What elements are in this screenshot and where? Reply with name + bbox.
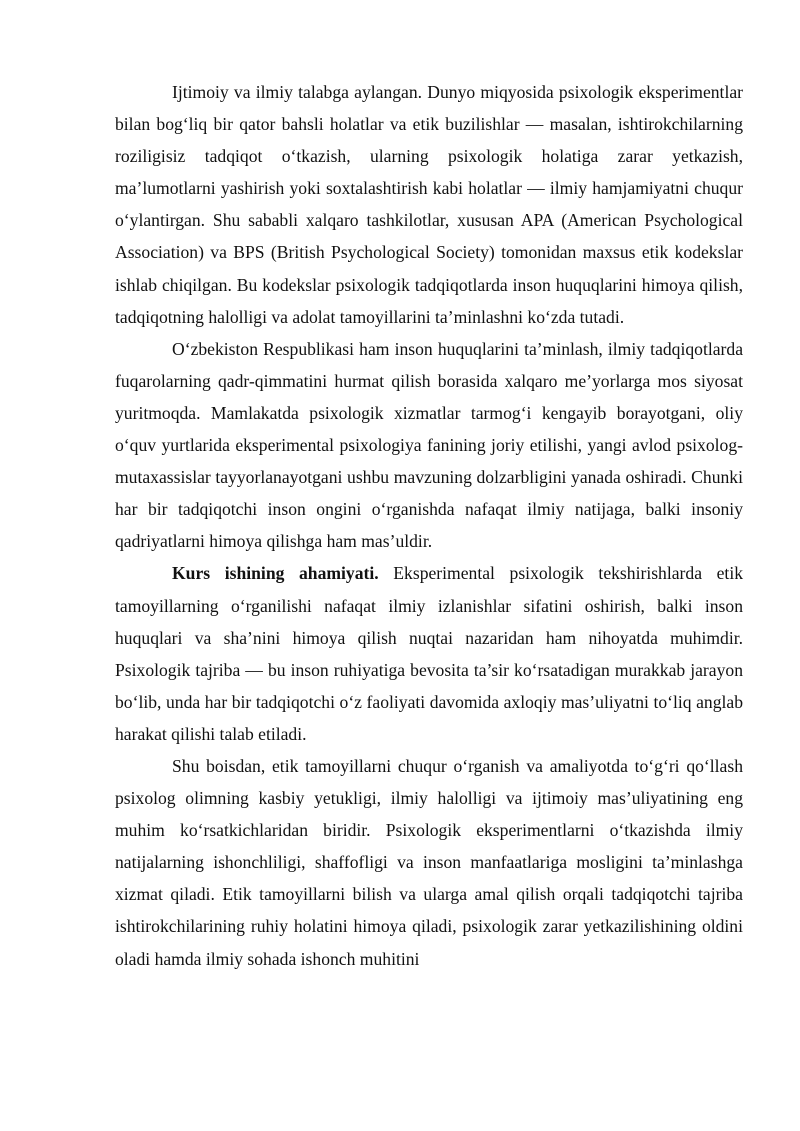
- paragraph-4-text: Shu boisdan, etik tamoyillarni chuqur o‘rganish va amaliyotda to‘g‘ri qo‘llash psixolog olimning kasbiy yetukligi, ilmiy halolligi va ijtimoiy mas’uliyatining eng muhim ko‘rsatkichlaridan biridir. Psixologik eksperimentlarni o‘tkazishda ilmiy natijalarning ishonchliligi, shaffofligi va inson manfaatlariga mosligini ta’minlashga xizmat qiladi. Etik tamoyillarni bilish va ularga amal qilish orqali tadqiqotchi tajriba ishtirokchilarining ruhiy holatini himoya qiladi, psixologik zarar yetkazilishining oldini oladi hamda ilmiy sohada ishonch muhitini: [115, 755, 743, 969]
- paragraph-4: [115, 750, 743, 975]
- section-heading-kurs-ishining-ahamiyati: Kurs ishining ahamiyati.: [172, 563, 379, 584]
- body-text: [115, 76, 743, 975]
- paragraph-2: [115, 333, 743, 558]
- paragraph-3-text: Eksperimental psixologik tekshirishlarda etik tamoyillarning o‘rganilishi nafaqat ilmiy izlanishlar sifatini oshirish, balki inson huquqlari va sha’nini himoya qilish nuqtai nazaridan ham nihoyatda muhimdir. Psixologik tajriba — bu inson ruhiyatiga bevosita ta’sir ko‘rsatadigan murakkab jarayon bo‘lib, unda har bir tadqiqotchi o‘z faoliyati davomida axloqiy mas’uliyatni to‘liq anglab harakat qilishi talab etiladi.: [115, 563, 744, 744]
- paragraph-2-text: O‘zbekiston Respublikasi ham inson huquqlarini ta’minlash, ilmiy tadqiqotlarda fuqarolarning qadr-qimmatini hurmat qilish borasida xalqaro me’yorlarga mos siyosat yuritmoqda. Mamlakatda psixologik xizmatlar tarmog‘i kengayib borayotgani, oliy o‘quv yurtlarida eksperimental psixologiya fanining joriy etilishi, yangi avlod psixolog-mutaxassislar tayyorlanayotgani ushbu mavzuning dolzarbligini yanada oshiradi. Chunki har bir tadqiqotchi inson ongini o‘rganishda nafaqat ilmiy natijaga, balki insoniy qadriyatlarni himoya qilishga ham mas’uldir.: [115, 338, 743, 552]
- paragraph-1: [115, 76, 743, 333]
- paragraph-3: [115, 557, 743, 750]
- paragraph-1-text: Ijtimoiy va ilmiy talabga aylangan. Dunyo miqyosida psixologik eksperimentlar bilan bog‘liq bir qator bahsli holatlar va etik buzilishlar — masalan, ishtirokchilarning roziligisiz tadqiqot o‘tkazish, ularning psixologik holatiga zarar yetkazish, ma’lumotlarni yashirish yoki soxtalashtirish kabi holatlar — ilmiy hamjamiyatni chuqur o‘ylantirgan. Shu sababli xalqaro tashkilotlar, xususan APA (American Psychological Association) va BPS (British Psychological Society) tomonidan maxsus etik kodekslar ishlab chiqilgan. Bu kodekslar psixologik tadqiqotlarda inson huquqlarini himoya qilish, tadqiqotning halolligi va adolat tamoyillarini ta’minlashni ko‘zda tutadi.: [115, 82, 743, 327]
